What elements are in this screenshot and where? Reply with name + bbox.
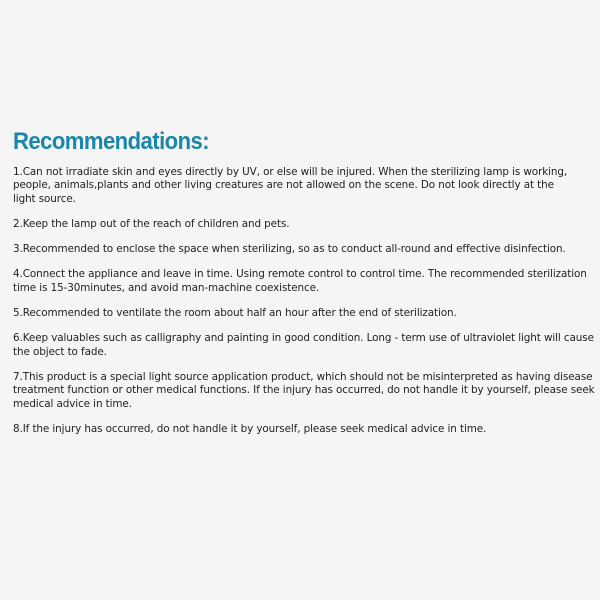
recommendations-document bbox=[13, 128, 600, 448]
text-line: treatment function or other medical functions. If the injury has occurred, do not handle it by yourself, please seek bbox=[13, 384, 595, 397]
recommendation-item bbox=[13, 332, 600, 359]
document-title: Recommendations: bbox=[13, 128, 210, 155]
text-line: 8.If the injury has occurred, do not handle it by yourself, please seek medical advice in time. bbox=[13, 422, 487, 435]
text-line: 2.Keep the lamp out of the reach of children and pets. bbox=[13, 217, 290, 230]
text-line: 6.Keep valuables such as calligraphy and painting in good condition. Long - term use of ultraviolet light will cause bbox=[13, 332, 594, 345]
text-line: 3.Recommended to enclose the space when sterilizing, so as to conduct all-round and effective disinfection. bbox=[13, 243, 566, 256]
recommendation-item bbox=[13, 166, 600, 206]
text-line: 7.This product is a special light source application product, which should not be misinterpreted as having disease bbox=[13, 370, 593, 383]
text-line: 5.Recommended to ventilate the room about half an hour after the end of sterilization. bbox=[13, 307, 457, 320]
recommendation-item bbox=[13, 218, 600, 231]
recommendation-item bbox=[13, 307, 600, 320]
recommendation-item bbox=[13, 423, 600, 436]
recommendations-list bbox=[13, 166, 600, 436]
text-line: the object to fade. bbox=[13, 345, 107, 358]
recommendation-item bbox=[13, 371, 600, 411]
text-line: light source. bbox=[13, 192, 76, 205]
text-line: 4.Connect the appliance and leave in time. Using remote control to control time. The recommended sterilization bbox=[13, 268, 587, 281]
text-line: people, animals,plants and other living creatures are not allowed on the scene. Do not look directly at the bbox=[13, 179, 554, 192]
text-line: medical advice in time. bbox=[13, 397, 132, 410]
recommendation-item bbox=[13, 243, 600, 256]
recommendation-item bbox=[13, 268, 600, 295]
text-line: time is 15-30minutes, and avoid man-machine coexistence. bbox=[13, 281, 320, 294]
text-line: 1.Can not irradiate skin and eyes directly by UV, or else will be injured. When the sterilizing lamp is working, bbox=[13, 166, 568, 178]
